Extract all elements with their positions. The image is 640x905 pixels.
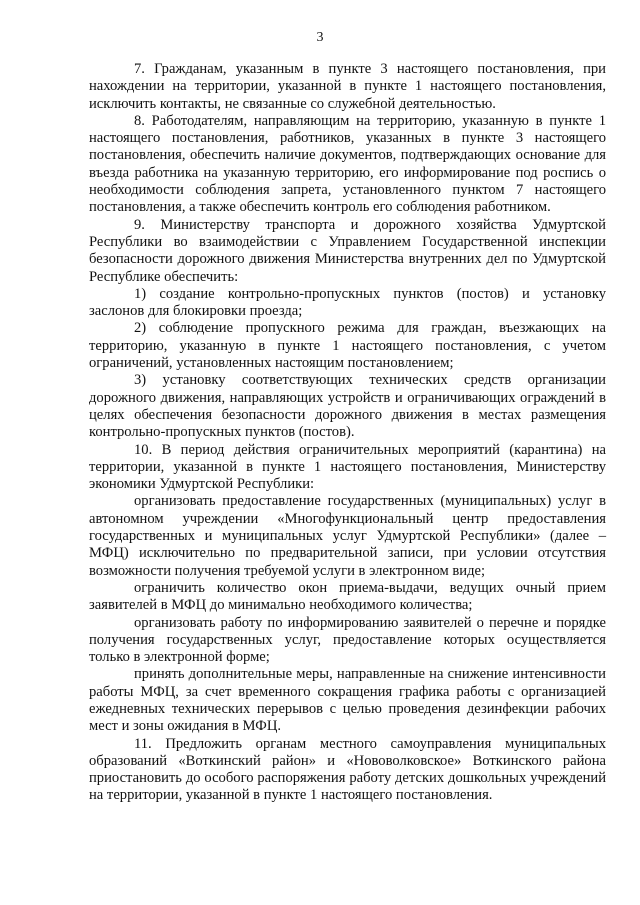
paragraph-11: 11. Предложить органам местного самоуправления муниципальных образований «Воткинский район» и «Нововолковское» Воткинского района приостановить до особого распоряжения работу детских дошкольных учреждений на территории, указанной в пункте 1 настоящего постановления. xyxy=(89,735,606,804)
paragraph-10-item-2: ограничить количество окон приема-выдачи, ведущих очный прием заявителей в МФЦ до минимально необходимого количества; xyxy=(89,579,606,614)
paragraph-9: 9. Министерству транспорта и дорожного хозяйства Удмуртской Республики во взаимодействии с Управлением Государственной инспекции безопасности дорожного движения Министерства внутренних дел по Удмуртской Республике обеспечить: xyxy=(89,216,606,285)
paragraph-10-item-4: принять дополнительные меры, направленные на снижение интенсивности работы МФЦ, за счет временного сокращения графика работы с организацией ежедневных технических перерывов с целью проведения дезинфекции рабочих мест и зоны ожидания в МФЦ. xyxy=(89,666,606,735)
paragraph-8: 8. Работодателям, направляющим на территорию, указанную в пункте 1 настоящего постановления, работников, указанных в пункте 3 настоящего постановления, обеспечить наличие документов, подтверждающих основание для въезда работника на указанную территорию, его информирование под роспись о необходимости соблюдения запрета, установленного пунктом 7 настоящего постановления, а также обеспечить контроль его соблюдения работником. xyxy=(89,112,606,216)
paragraph-7: 7. Гражданам, указанным в пункте 3 настоящего постановления, при нахождении на территории, указанной в пункте 1 настоящего постановления, исключить контакты, не связанные со служебной деятельностью. xyxy=(89,61,606,112)
page-number: 3 xyxy=(316,30,324,45)
paragraph-10-item-1: организовать предоставление государственных (муниципальных) услуг в автономном учреждении «Многофункциональный центр предоставления государственных и муниципальных услуг Удмуртской Республики» (далее – МФЦ) исключительно по предварительной записи, при условии отсутствия возможности получения требуемой услуги в электронном виде; xyxy=(89,493,606,579)
paragraph-9-item-3: 3) установку соответствующих технических средств организации дорожного движения, направляющих устройств и ограничивающих ограждений в целях обеспечения безопасности дорожного движения в местах размещения контрольно-пропускных пунктов (постов). xyxy=(89,372,606,441)
document-body xyxy=(89,61,606,805)
paragraph-9-item-2: 2) соблюдение пропускного режима для граждан, въезжающих на территорию, указанную в пункте 1 настоящего постановления, с учетом ограничений, установленных настоящим постановлением; xyxy=(89,320,606,372)
paragraph-9-item-1: 1) создание контрольно-пропускных пунктов (постов) и установку заслонов для блокировки проезда; xyxy=(89,285,606,320)
paragraph-10: 10. В период действия ограничительных мероприятий (карантина) на территории, указанной в пункте 1 настоящего постановления, Министерству экономики Удмуртской Республики: xyxy=(89,441,606,493)
paragraph-10-item-3: организовать работу по информированию заявителей о перечне и порядке получения государственных услуг, предоставление которых осуществляется только в электронной форме; xyxy=(89,614,606,666)
